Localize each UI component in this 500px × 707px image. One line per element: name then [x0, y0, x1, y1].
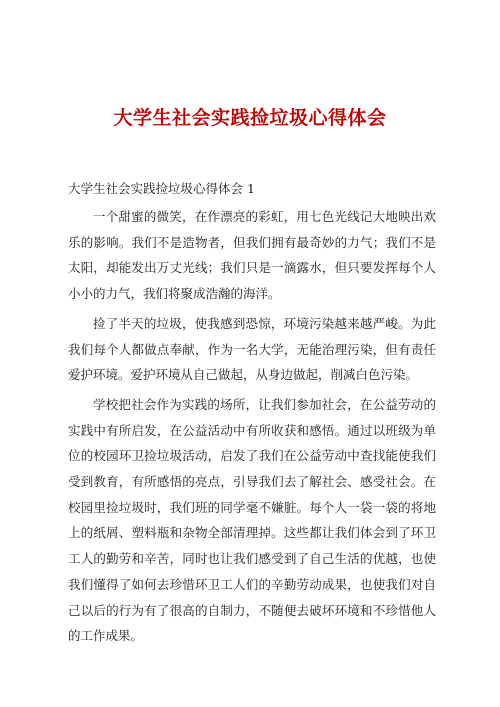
paragraph-2: 捡了半天的垃圾，使我感到恐惊，环境污染越来越严峻。为此我们每个人都做点奉献，作为一名大学，无能治理污染，但有责任爱护环境。爱护环境从自己做起，从身边做起，削减白色污染。 — [68, 315, 436, 383]
paragraph-1: 一个甜蜜的微笑，在作漂亮的彩虹，用七色光线记大地映出欢乐的影响。我们不是造物者，但我们拥有最奇妙的力气；我们不是太阳，却能发出万丈光线；我们只是一滴露水，但只要发挥每个人小小的力气，我们将聚成浩瀚的海洋。 — [68, 209, 436, 302]
document-title: 大学生社会实践捡垃圾心得体会 — [113, 107, 387, 129]
document-body — [68, 204, 436, 653]
section-heading: 大学生社会实践捡垃圾心得体会 1 — [68, 181, 255, 196]
paragraph-3: 学校把社会作为实践的场所，让我们参加社会，在公益劳动的实践中有所启发，在公益活动中有所收获和感悟。通过以班级为单位的校园环卫捡垃圾活动，启发了我们在公益劳动中查找能使我们受到教育，有所感悟的亮点，引导我们去了解社会、感受社会。在校园里捡垃圾时，我们班的同学毫不嫌脏。每个人一袋一袋的将地上的纸屑、塑料瓶和杂物全部清理掉。这些都让我们体会到了环卫工人的勤劳和辛苦，同时也让我们感受到了自己生活的优越，也使我们懂得了如何去珍惜环卫工人们的辛勤劳动成果，也使我们对自己以后的行为有了很高的自制力，不随便去破坏环境和不珍惜他人的工作成果。 — [68, 396, 436, 644]
